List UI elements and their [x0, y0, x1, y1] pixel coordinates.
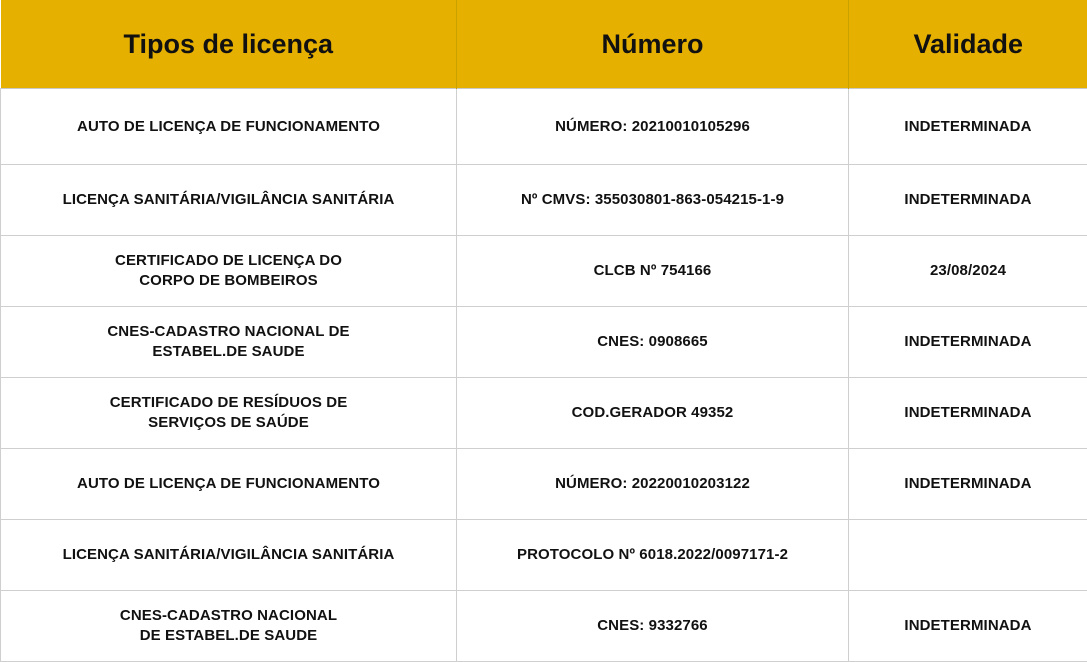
table-row [1, 165, 1087, 236]
cell-numero: Nº CMVS: 355030801-863-054215-1-9 [457, 165, 849, 236]
cell-validade: INDETERMINADA [849, 591, 1087, 662]
cell-validade: INDETERMINADA [849, 449, 1087, 520]
cell-tipo: CERTIFICADO DE LICENÇA DO CORPO DE BOMBEIROS [1, 236, 457, 307]
header-validade: Validade [849, 0, 1087, 89]
cell-tipo: AUTO DE LICENÇA DE FUNCIONAMENTO [1, 449, 457, 520]
table-row [1, 307, 1087, 378]
cell-numero: PROTOCOLO Nº 6018.2022/0097171-2 [457, 520, 849, 591]
header-tipos-de-licenca: Tipos de licença [1, 0, 457, 89]
table-row [1, 520, 1087, 591]
table-row [1, 591, 1087, 662]
table-row [1, 89, 1087, 165]
cell-validade [849, 520, 1087, 591]
table-body [1, 89, 1087, 662]
cell-numero: CNES: 9332766 [457, 591, 849, 662]
header-row [1, 0, 1087, 89]
cell-numero: NÚMERO: 20220010203122 [457, 449, 849, 520]
cell-validade: INDETERMINADA [849, 378, 1087, 449]
cell-validade: INDETERMINADA [849, 307, 1087, 378]
cell-tipo: CNES-CADASTRO NACIONAL DE ESTABEL.DE SAUDE [1, 591, 457, 662]
table-header [1, 0, 1087, 89]
cell-validade: 23/08/2024 [849, 236, 1087, 307]
cell-tipo: CNES-CADASTRO NACIONAL DE ESTABEL.DE SAUDE [1, 307, 457, 378]
cell-numero: COD.GERADOR 49352 [457, 378, 849, 449]
cell-validade: INDETERMINADA [849, 89, 1087, 165]
cell-tipo: LICENÇA SANITÁRIA/VIGILÂNCIA SANITÁRIA [1, 165, 457, 236]
cell-numero: CNES: 0908665 [457, 307, 849, 378]
cell-numero: CLCB Nº 754166 [457, 236, 849, 307]
table-row [1, 236, 1087, 307]
cell-numero: NÚMERO: 20210010105296 [457, 89, 849, 165]
table-row [1, 378, 1087, 449]
cell-tipo: CERTIFICADO DE RESÍDUOS DE SERVIÇOS DE SAÚDE [1, 378, 457, 449]
cell-validade: INDETERMINADA [849, 165, 1087, 236]
cell-tipo: LICENÇA SANITÁRIA/VIGILÂNCIA SANITÁRIA [1, 520, 457, 591]
cell-tipo: AUTO DE LICENÇA DE FUNCIONAMENTO [1, 89, 457, 165]
table-row [1, 449, 1087, 520]
header-numero: Número [457, 0, 849, 89]
